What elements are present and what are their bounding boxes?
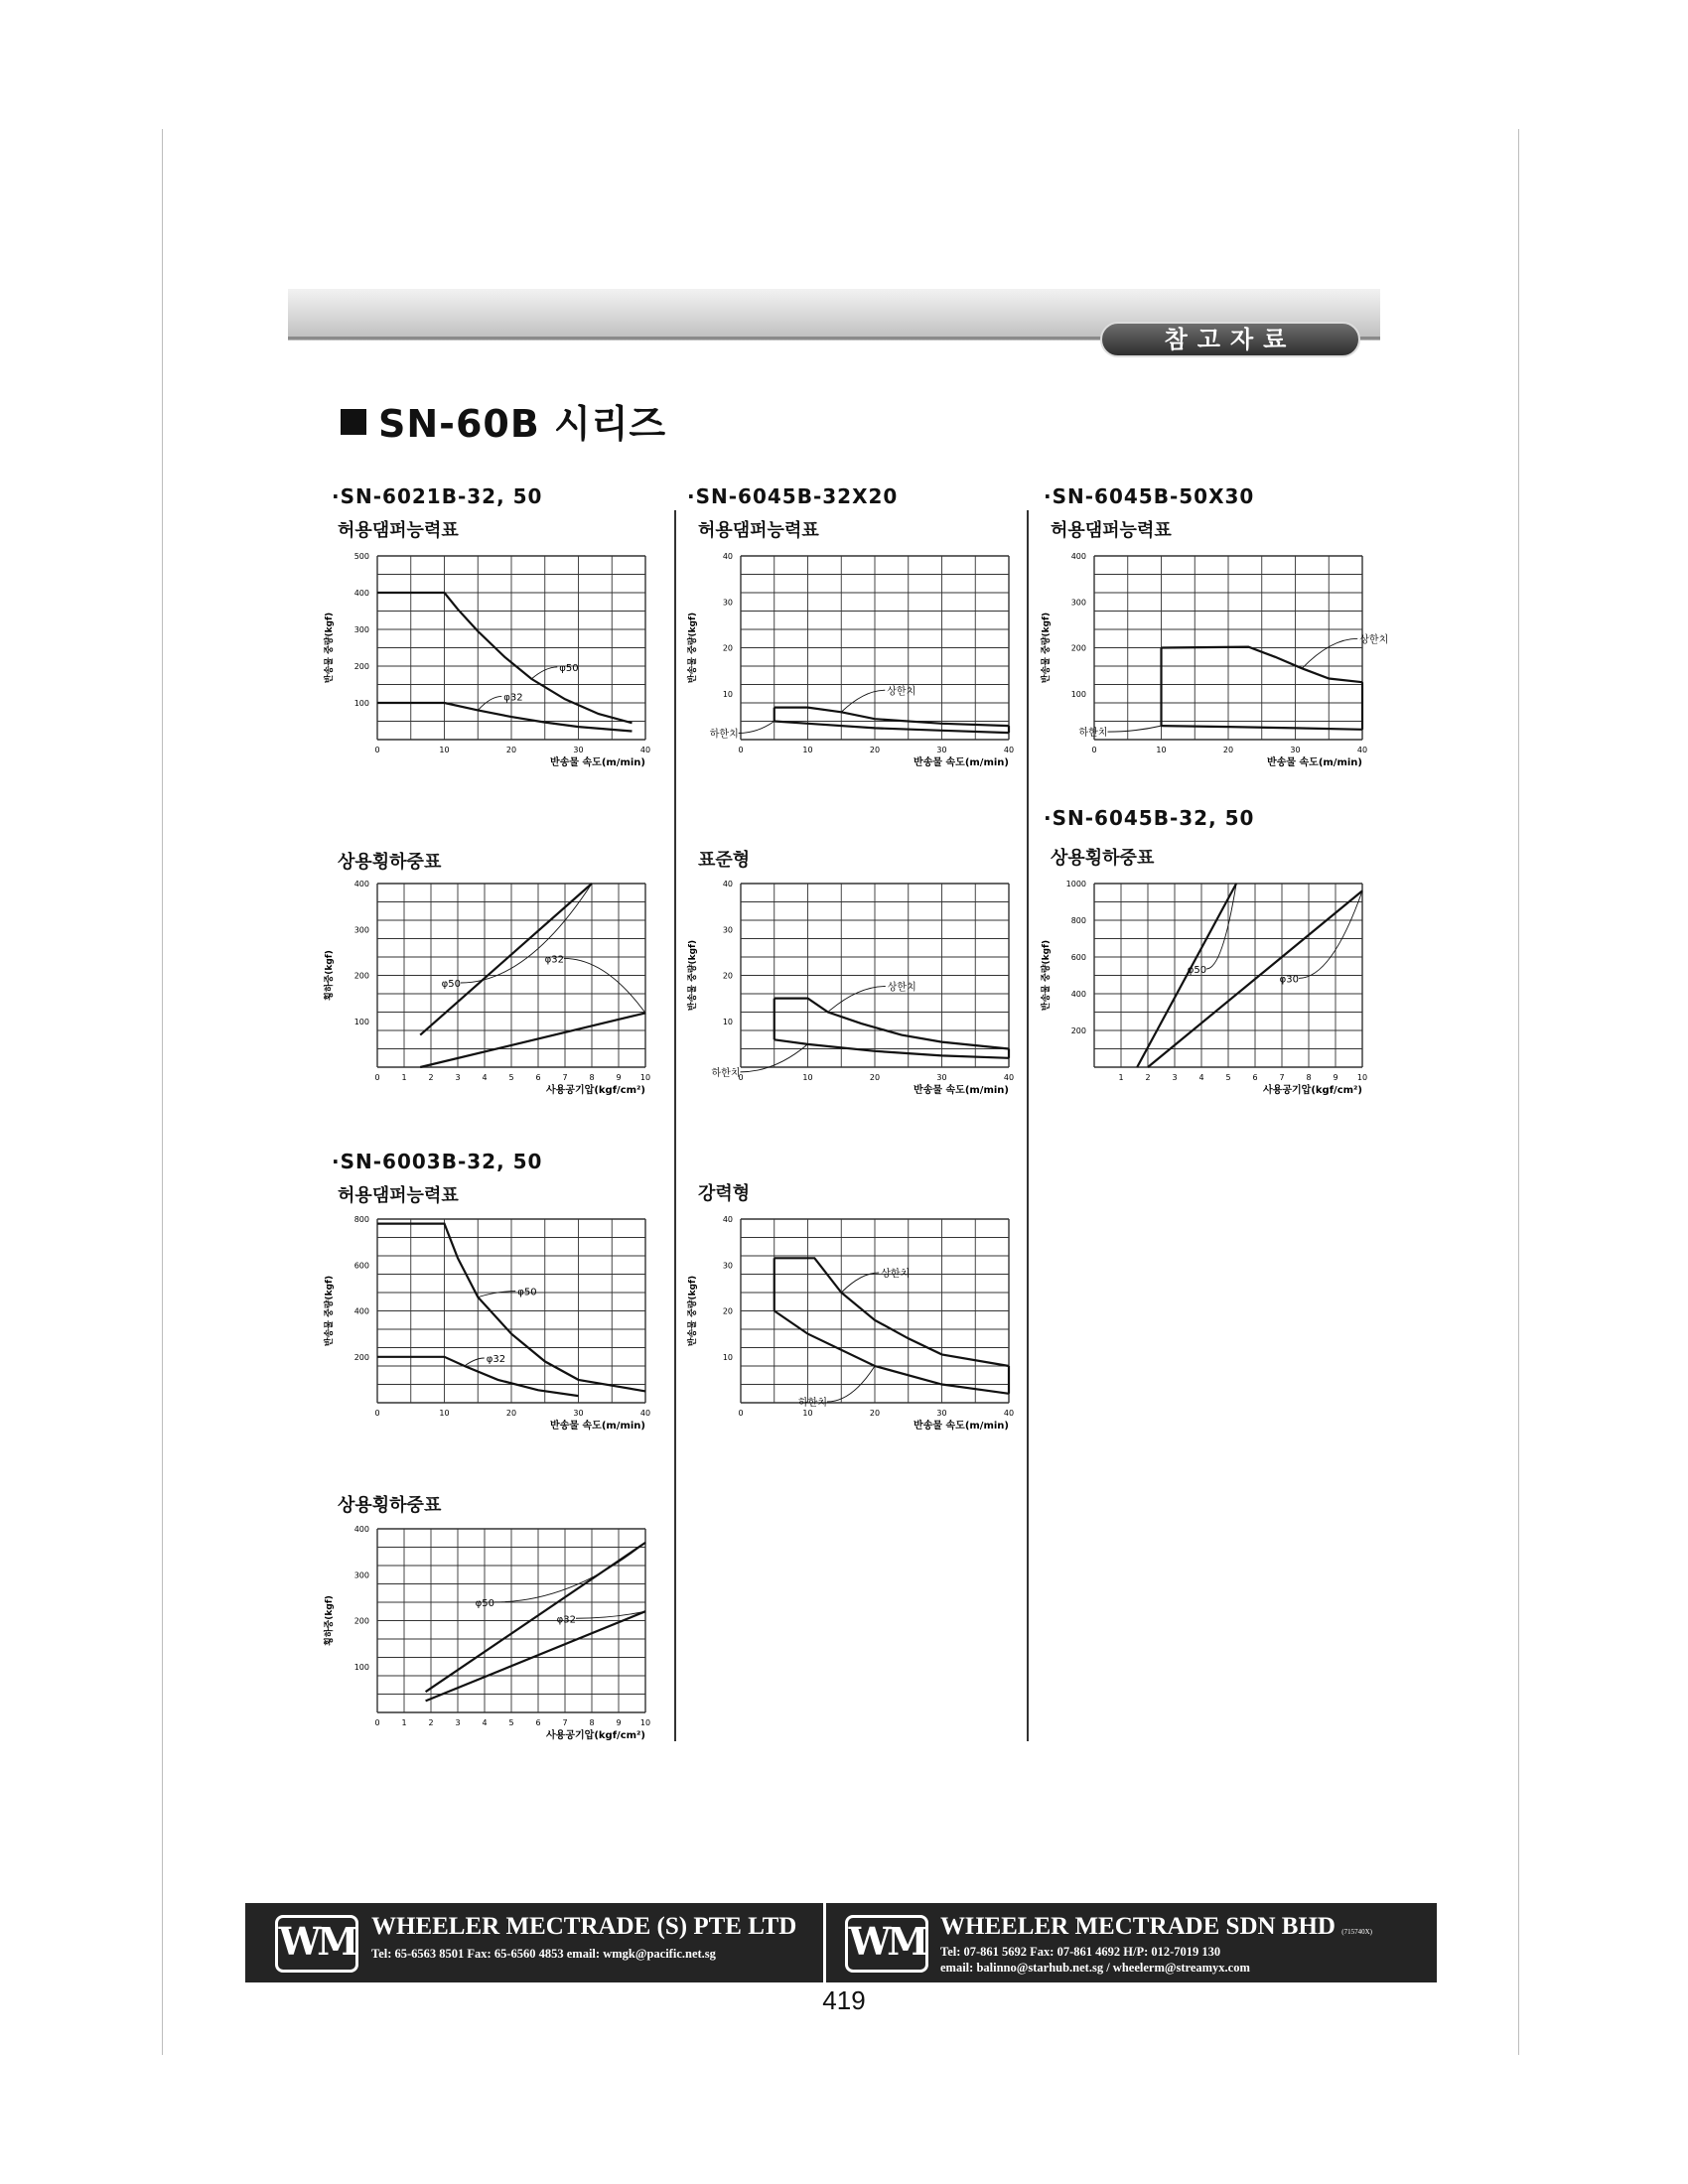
x-tick-label: 6 [535,1718,541,1727]
y-tick-label: 400 [1070,990,1086,999]
y-tick-label: 30 [722,1261,733,1271]
series-title-text: SN-60B 시리즈 [378,402,667,446]
series-line [774,722,1009,734]
chart-strong [681,1209,1039,1437]
y-tick-label: 40 [722,1215,733,1224]
x-tick-label: 10 [1356,1073,1368,1082]
square-bullet-icon [341,409,366,435]
chart-title-c6: 상용횡하중표 [1051,848,1155,869]
y-tick-label: 200 [1070,1026,1086,1035]
x-tick-label: 10 [802,1073,813,1082]
x-axis-label: 반송물 속도(m/min) [1267,757,1362,768]
x-tick-label: 1 [401,1073,407,1082]
series-label-leader [478,1292,515,1297]
series-label-leader [739,722,774,734]
y-tick-label: 200 [353,662,369,671]
x-tick-label: 10 [639,1073,651,1082]
y-tick-label: 600 [1070,953,1086,962]
y-tick-label: 100 [353,699,369,708]
section-heading-6021: ·SN-6021B-32, 50 [332,484,543,508]
y-tick-label: 300 [353,925,369,935]
company-reg-no: (715740X) [1341,1928,1372,1936]
chart-title-c2: 허용댐퍼능력표 [698,520,819,541]
x-tick-label: 8 [1306,1073,1312,1082]
y-tick-label: 800 [353,1215,369,1224]
x-tick-label: 40 [1003,1409,1015,1418]
series-label: 하한치 [711,1067,741,1079]
y-tick-label: 200 [353,1616,369,1626]
chart-lateral-6003 [318,1519,675,1747]
x-tick-label: 10 [802,746,813,754]
y-axis-label: 반송물 중량(kgf) [325,612,335,684]
chart-title-c9: 상용횡하중표 [338,1495,442,1516]
series-label-leader [531,667,557,679]
x-tick-label: 30 [936,746,947,754]
series-line [426,1543,645,1692]
series-label-leader [1206,884,1236,969]
x-tick-label: 8 [589,1073,595,1082]
series-label: φ32 [503,692,523,704]
series-label-leader [841,690,885,712]
x-tick-label: 30 [573,1409,584,1418]
x-tick-label: 0 [738,1409,744,1418]
wm-logo-icon: WM [845,1915,928,1973]
x-tick-label: 6 [1252,1073,1258,1082]
footer-separator [823,1903,826,1982]
chart-damper-6045-32x20 [681,546,1039,774]
y-tick-label: 500 [353,552,369,561]
y-tick-label: 20 [722,971,733,981]
x-axis-label: 반송물 속도(m/min) [550,757,645,768]
x-tick-label: 7 [562,1073,568,1082]
series-label: φ50 [441,979,461,990]
y-tick-label: 40 [722,552,733,561]
x-tick-label: 2 [1145,1073,1151,1082]
series-label-leader [827,1366,875,1402]
y-tick-label: 300 [353,1570,369,1580]
x-tick-label: 1 [1118,1073,1124,1082]
company-contact-sg: Tel: 65-6563 8501 Fax: 65-6560 4853 email: wmgk@pacific.net.sg [371,1947,716,1961]
y-axis-label: 횡하중(kgf) [325,950,335,1001]
y-axis-label: 횡하중(kgf) [325,1595,335,1646]
y-tick-label: 100 [353,1662,369,1672]
wm-logo-icon: WM [275,1915,358,1973]
x-tick-label: 10 [639,1718,651,1727]
series-label-leader [1302,638,1357,668]
series-label: φ32 [556,1614,576,1626]
chart-title-c4: 상용횡하중표 [338,852,442,873]
y-tick-label: 400 [353,1525,369,1534]
chart-lateral-6045-3250 [1035,874,1392,1102]
chart-title-c7: 허용댐퍼능력표 [338,1185,459,1206]
footer-company-my [831,1903,1437,1982]
series-label: φ32 [544,954,564,966]
series-label-leader [465,1358,485,1366]
x-tick-label: 30 [1290,746,1301,754]
x-tick-label: 4 [482,1073,488,1082]
x-tick-label: 0 [1091,746,1097,754]
y-tick-label: 10 [722,1017,733,1026]
x-axis-label: 반송물 속도(m/min) [550,1421,645,1432]
footer-company-sg [245,1903,821,1982]
x-tick-label: 0 [738,1073,744,1082]
x-axis-label: 사용공기압(kgf/cm²) [546,1730,645,1741]
x-tick-label: 4 [482,1718,488,1727]
series-label: 상한치 [887,686,916,698]
series-label: φ50 [559,662,579,674]
x-tick-label: 9 [616,1718,622,1727]
series-label: 상한치 [887,982,916,994]
series-label: φ30 [1279,974,1299,986]
x-tick-label: 3 [455,1718,461,1727]
y-tick-label: 400 [353,589,369,598]
section-heading-6045-32x20: ·SN-6045B-32X20 [687,484,899,508]
x-tick-label: 1 [401,1718,407,1727]
section-heading-6045-3250: ·SN-6045B-32, 50 [1044,806,1255,830]
y-tick-label: 10 [722,689,733,699]
x-tick-label: 2 [428,1718,434,1727]
chart-damper-6045-50x30 [1035,546,1392,774]
x-tick-label: 20 [869,746,881,754]
y-tick-label: 30 [722,925,733,935]
x-tick-label: 6 [535,1073,541,1082]
x-tick-label: 20 [505,746,517,754]
y-axis-label: 반송물 중량(kgf) [325,1275,335,1347]
chart-lateral-6021 [318,874,675,1102]
x-tick-label: 20 [869,1409,881,1418]
page-edge-left [162,129,163,2055]
y-tick-label: 10 [722,1352,733,1362]
series-label-leader [1108,726,1162,732]
series-line [420,1013,645,1067]
x-tick-label: 4 [1198,1073,1204,1082]
company-email-my: email: balinno@starhub.net.sg / wheelerm@streamyx.com [940,1961,1250,1975]
company-name-my-text: WHEELER MECTRADE SDN BHD [940,1913,1336,1940]
page-edge-right [1518,129,1519,2055]
reference-badge: 참고자료 [1100,322,1360,357]
x-tick-label: 5 [508,1073,514,1082]
series-label: φ32 [486,1354,506,1365]
series-label-leader [828,987,886,1013]
company-contact-my: Tel: 07-861 5692 Fax: 07-861 4692 H/P: 012-7019 130 [940,1945,1221,1959]
x-tick-label: 7 [562,1718,568,1727]
y-tick-label: 40 [722,880,733,888]
x-tick-label: 30 [573,746,584,754]
series-label: 하한치 [709,729,739,741]
section-heading-6003: ·SN-6003B-32, 50 [332,1150,543,1173]
y-tick-label: 200 [353,971,369,981]
series-label: 하한치 [1078,728,1108,740]
y-tick-label: 1000 [1065,880,1086,888]
y-tick-label: 800 [1070,916,1086,925]
y-tick-label: 100 [1070,689,1086,699]
section-heading-6045-50x30: ·SN-6045B-50X30 [1044,484,1255,508]
x-axis-label: 반송물 속도(m/min) [914,1085,1009,1096]
y-tick-label: 100 [353,1017,369,1026]
x-axis-label: 반송물 속도(m/min) [914,1421,1009,1432]
x-tick-label: 0 [374,1073,380,1082]
x-axis-label: 반송물 속도(m/min) [914,757,1009,768]
x-tick-label: 10 [439,746,450,754]
y-tick-label: 300 [353,625,369,634]
series-label-leader [841,1273,879,1293]
x-tick-label: 20 [505,1409,517,1418]
series-line [377,703,633,732]
y-tick-label: 300 [1070,598,1086,608]
series-label: 하한치 [798,1398,827,1409]
x-tick-label: 8 [589,1718,595,1727]
x-tick-label: 30 [936,1073,947,1082]
chart-title-c5: 표준형 [698,850,751,871]
x-tick-label: 3 [1172,1073,1178,1082]
x-tick-label: 20 [1222,746,1234,754]
series-label-leader [564,958,645,1013]
series-line [774,1311,1009,1394]
series-label: φ50 [475,1597,494,1609]
x-tick-label: 40 [1003,746,1015,754]
x-tick-label: 9 [1333,1073,1338,1082]
chart-damper-6003 [318,1209,675,1437]
x-tick-label: 40 [1003,1073,1015,1082]
series-label: φ50 [517,1287,537,1298]
chart-standard [681,874,1039,1102]
x-tick-label: 40 [1356,746,1368,754]
x-tick-label: 20 [869,1073,881,1082]
x-tick-label: 0 [374,1718,380,1727]
x-tick-label: 40 [639,746,651,754]
x-tick-label: 5 [508,1718,514,1727]
chart-damper-6021 [318,546,675,774]
chart-title-c8: 강력형 [698,1183,751,1204]
y-tick-label: 200 [1070,643,1086,653]
x-tick-label: 9 [616,1073,622,1082]
x-tick-label: 5 [1225,1073,1231,1082]
y-tick-label: 20 [722,643,733,653]
company-name-my [940,1913,1372,1941]
series-line [774,999,1009,1049]
y-axis-label: 반송물 중량(kgf) [688,612,698,684]
chart-title-c3: 허용댐퍼능력표 [1051,520,1172,541]
x-tick-label: 0 [738,746,744,754]
y-tick-label: 30 [722,598,733,608]
x-axis-label: 사용공기압(kgf/cm²) [1263,1085,1362,1096]
y-tick-label: 200 [353,1352,369,1362]
x-tick-label: 3 [455,1073,461,1082]
y-axis-label: 반송물 중량(kgf) [1042,612,1052,684]
x-tick-label: 30 [936,1409,947,1418]
x-tick-label: 0 [374,1409,380,1418]
series-label-leader [461,884,592,983]
series-label: 상한치 [1359,634,1389,646]
x-tick-label: 2 [428,1073,434,1082]
y-axis-label: 반송물 중량(kgf) [688,1275,698,1347]
chart-title-c1: 허용댐퍼능력표 [338,520,459,541]
page-number: 419 [822,1985,866,2015]
company-name-sg: WHEELER MECTRADE (S) PTE LTD [371,1913,797,1940]
x-tick-label: 40 [639,1409,651,1418]
y-tick-label: 600 [353,1261,369,1271]
x-tick-label: 10 [1156,746,1167,754]
series-label: φ50 [1187,965,1207,976]
x-tick-label: 10 [439,1409,450,1418]
series-title [341,393,666,448]
footer-banner [245,1903,1437,1982]
x-axis-label: 사용공기압(kgf/cm²) [546,1085,645,1096]
y-tick-label: 400 [353,1306,369,1316]
y-tick-label: 20 [722,1306,733,1316]
y-axis-label: 반송물 중량(kgf) [688,939,698,1012]
series-line [426,1611,645,1701]
y-tick-label: 400 [353,880,369,888]
x-tick-label: 7 [1279,1073,1285,1082]
y-axis-label: 반송물 중량(kgf) [1042,939,1052,1012]
x-tick-label: 0 [374,746,380,754]
y-tick-label: 400 [1070,552,1086,561]
x-tick-label: 10 [802,1409,813,1418]
series-label: 상한치 [881,1269,911,1280]
